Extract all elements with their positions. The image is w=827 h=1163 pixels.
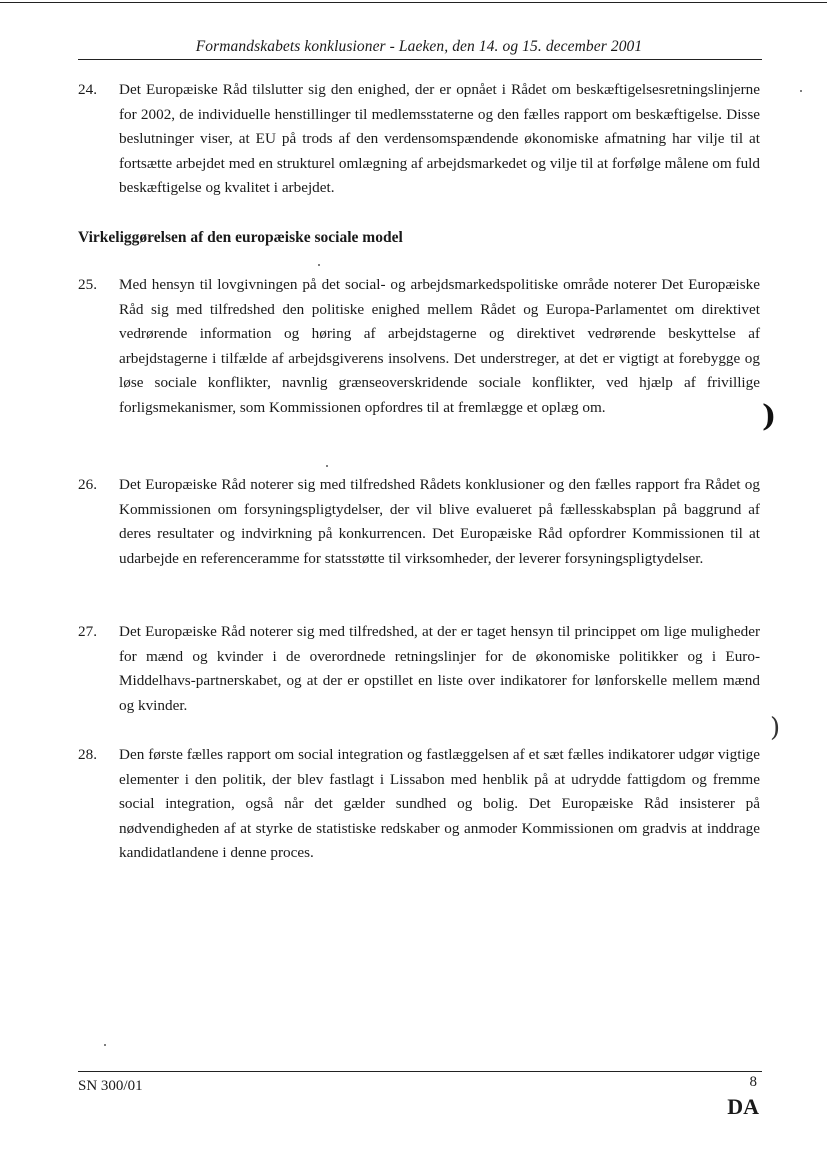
footer-rule (78, 1071, 762, 1072)
paragraph-text: Med hensyn til lovgivningen på det social- og arbejdsmarkedspolitiske område noterer Det Europæiske Råd sig med tilfredshed den politiske enighed mellem Rådet og Europa-Parlamentet om direktivet vedrørende information og høring af arbejdstagerne og direktivet vedrørende beskyttelse af arbejdstagerne i tilfælde af arbejdsgiverens insolvens. Det understreger, at det er vigtigt at forebygge og løse sociale konflikter, navnlig grænseoverskridende sociale konflikter, ved hjælp af frivillige forligsmekanismer, som Kommissionen opfordres til at fremlægge et oplæg om. (119, 276, 760, 416)
paragraph-text: Det Europæiske Råd noterer sig med tilfredshed Rådets konklusioner og den fælles rapport fra Rådet og Kommissionen om forsyningspligtydelser, der vil blive evalueret på fællesskabsplan på baggrund af deres resultater og indvirkning på konkurrencen. Det Europæiske Råd opfordrer Kommissionen til at udarbejde en referenceramme for statsstøtte til virksomheder, der leverer forsyningspligtydelser. (119, 476, 760, 567)
paragraph-28 (78, 743, 760, 866)
paragraph-number: 24. (78, 81, 97, 98)
scan-speck (326, 465, 328, 467)
scan-bracket-mark: ) (770, 713, 781, 743)
paragraph-24 (78, 78, 760, 201)
paragraph-text: Den første fælles rapport om social integration og fastlæggelsen af et sæt fælles indikatorer udgør vigtige elementer i den politik, der blev fastlagt i Lissabon med henblik på at udrydde fattigdom og fremme social integration, også når det gælder sundhed og bolig. Det Europæiske Råd insisterer på nødvendigheden af at styrke de statistiske redskaber og anmoder Kommissionen om gradvis at inddrage kandidatlandene i denne proces. (119, 746, 760, 861)
paragraph-text: Det Europæiske Råd noterer sig med tilfredshed, at der er taget hensyn til princippet om lige muligheder for mænd og kvinder i de overordnede retningslinjer for de økonomiske politikker og i Euro-Middelhavs-partnerskabet, og at der er opstillet en liste over indikatorer for lønforskelle mellem mænd og kvinder. (119, 623, 760, 714)
page-number: 8 (749, 1074, 757, 1090)
scan-speck (318, 264, 320, 266)
paragraph-25 (78, 273, 760, 420)
scan-speck (104, 1044, 106, 1046)
document-code: SN 300/01 (78, 1078, 143, 1094)
paragraph-number: 25. (78, 276, 97, 293)
language-code: DA (727, 1094, 759, 1119)
paragraph-text: Det Europæiske Råd tilslutter sig den enighed, der er opnået i Rådet om beskæftigelsesretningslinjerne for 2002, de individuelle henstillinger til medlemsstaterne og den fælles rapport om beskæftigelse. Disse beslutninger viser, at EU på trods af den verdensomspændende økonomiske afmatning har vilje til at fortsætte arbejdet med en strukturel omlægning af arbejdsmarkedet og vilje til at forfølge målene om fuld beskæftigelse og kvalitet i arbejdet. (119, 81, 760, 196)
top-border-line (0, 2, 827, 3)
paragraph-27 (78, 620, 760, 718)
paragraph-26 (78, 473, 760, 571)
paragraph-number: 27. (78, 623, 97, 640)
header-rule (78, 59, 762, 60)
paragraph-number: 28. (78, 746, 97, 763)
scan-bracket-mark: ) (762, 399, 777, 434)
scan-speck (800, 90, 802, 92)
section-heading: Virkeliggørelsen af den europæiske sociale model (78, 229, 403, 246)
paragraph-number: 26. (78, 476, 97, 493)
running-header: Formandskabets konklusioner - Laeken, den 14. og 15. december 2001 (195, 38, 643, 55)
